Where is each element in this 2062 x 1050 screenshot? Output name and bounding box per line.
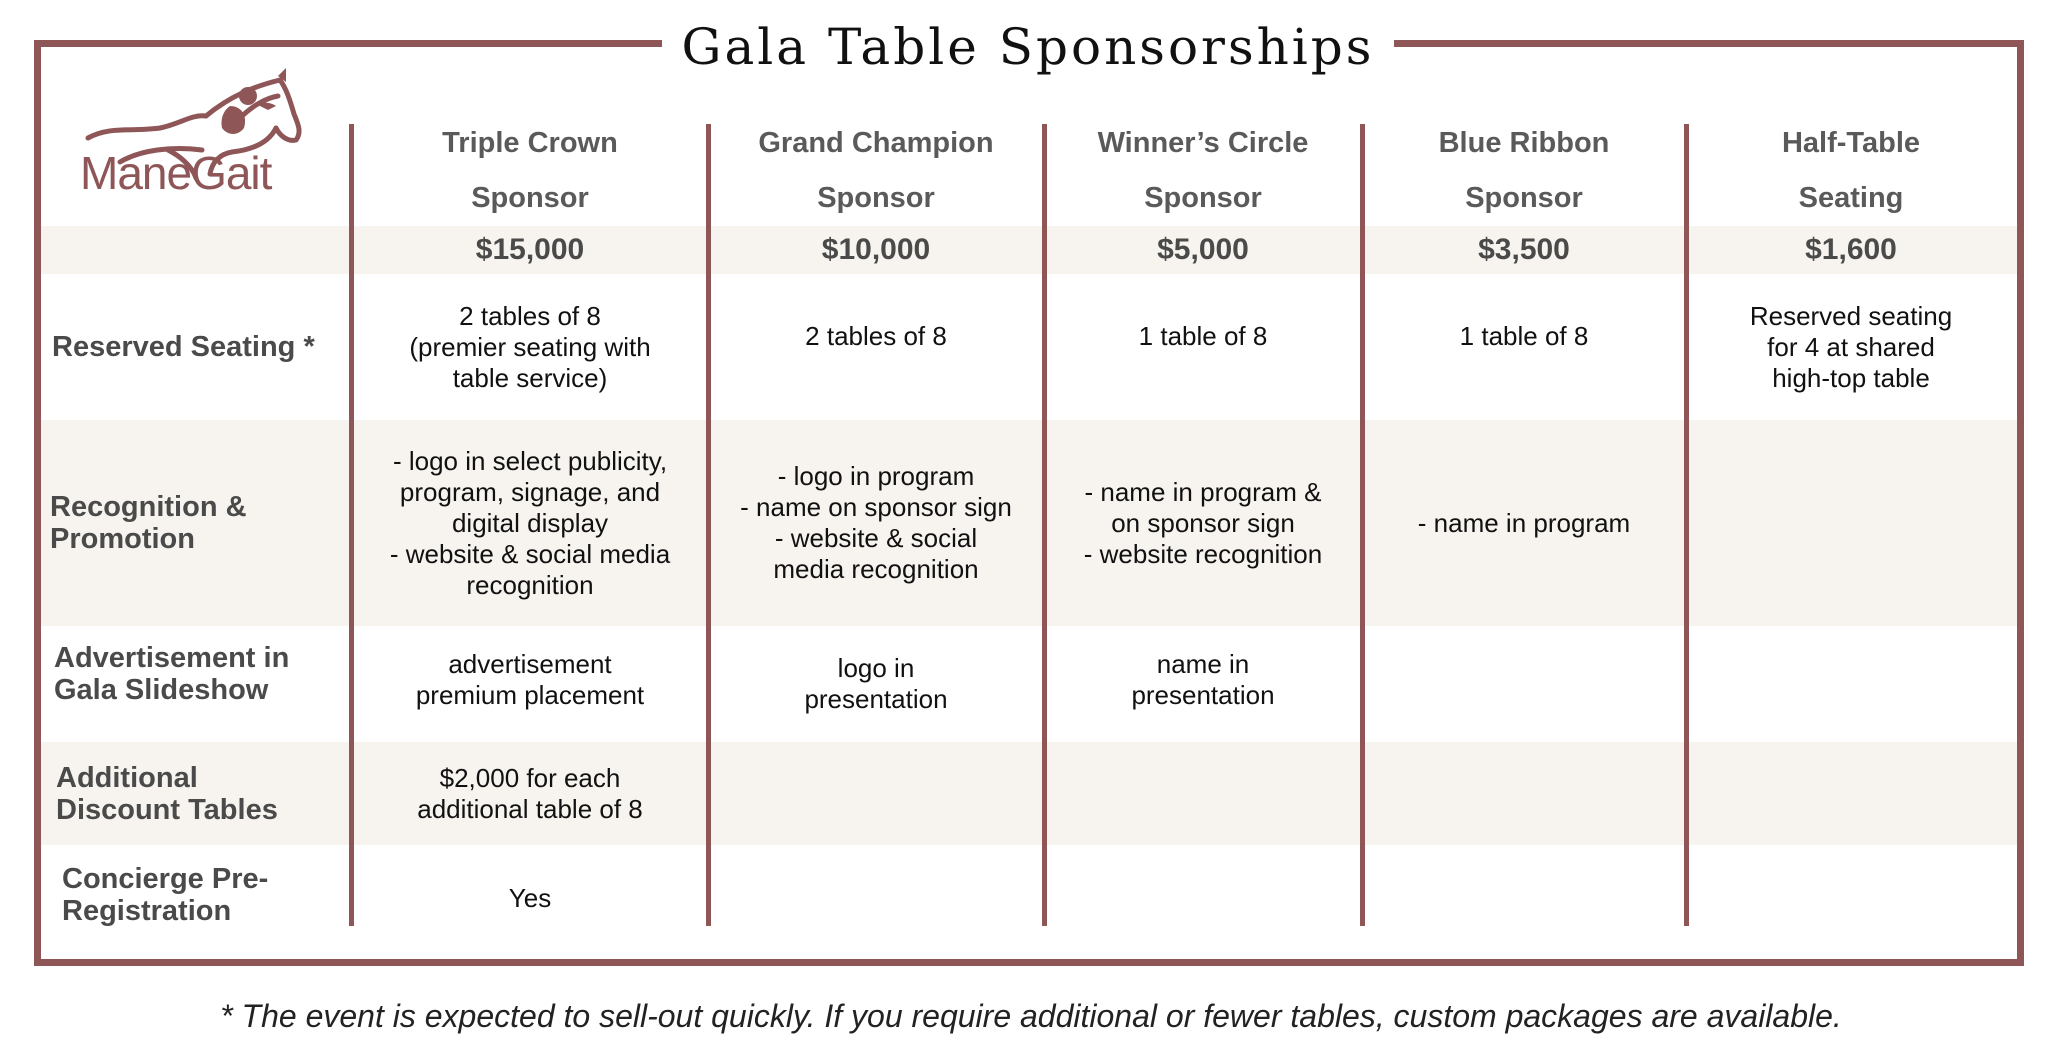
cell-concierge-winners-circle: [1047, 852, 1359, 944]
column-subtitle: Sponsor: [471, 182, 589, 214]
cell-recognition-half-table: [1689, 420, 2013, 626]
page-title: Gala Table Sponsorships: [681, 18, 1375, 76]
footnote: * The event is expected to sell-out quickly. If you require additional or fewer tables, custom packages are available.: [220, 998, 1842, 1034]
cell-advertisement-winners-circle: name in presentation: [1131, 649, 1275, 710]
column-title: Grand Champion: [758, 127, 994, 159]
cell-advertisement-blue-ribbon: [1365, 640, 1683, 720]
column-title: Blue Ribbon: [1438, 127, 1610, 159]
cell-seating-winners-circle: 1 table of 8: [1138, 320, 1268, 351]
cell-discount-triple-crown: $2,000 for each additional table of 8: [417, 762, 643, 824]
row-label-discount-tables: Additional Discount Tables: [56, 761, 278, 826]
cell-seating-half-table: Reserved seating for 4 at shared high-top table: [1749, 300, 1953, 393]
column-title: Winner’s Circle: [1097, 127, 1309, 159]
column-subtitle: Sponsor: [1465, 182, 1583, 214]
cell-advertisement-grand-champion: logo in presentation: [804, 653, 948, 714]
column-header-half-table: [1689, 116, 2013, 226]
cell-recognition-grand-champion: - logo in program - name on sponsor sign - website & social media recognition: [740, 461, 1012, 584]
price-grand-champion: $10,000: [821, 233, 931, 266]
cell-seating-grand-champion: 2 tables of 8: [805, 320, 947, 351]
cell-discount-half-table: [1689, 742, 2013, 845]
cell-recognition-winners-circle: - name in program & on sponsor sign - website recognition: [1083, 476, 1323, 569]
column-subtitle: Sponsor: [1144, 182, 1262, 214]
column-header-triple-crown: [355, 116, 705, 226]
cell-concierge-triple-crown: Yes: [508, 882, 552, 913]
column-title: Triple Crown: [442, 127, 618, 159]
cell-seating-blue-ribbon: 1 table of 8: [1459, 320, 1589, 351]
cell-concierge-grand-champion: [711, 852, 1041, 944]
cell-recognition-blue-ribbon: - name in program: [1417, 507, 1631, 538]
cell-discount-blue-ribbon: [1365, 742, 1683, 845]
column-header-blue-ribbon: [1365, 116, 1683, 226]
cell-seating-triple-crown: 2 tables of 8 (premier seating with table service): [409, 300, 651, 393]
cell-recognition-triple-crown: - logo in select publicity, program, signage, and digital display - website & social media recognition: [389, 445, 671, 600]
row-label-advertisement: Advertisement in Gala Slideshow: [54, 642, 290, 706]
row-label-reserved-seating: Reserved Seating *: [52, 331, 315, 363]
logo-wordmark: ManeGait: [80, 147, 272, 199]
column-header-grand-champion: [711, 116, 1041, 226]
column-subtitle: Seating: [1798, 182, 1904, 214]
price-blue-ribbon: $3,500: [1478, 233, 1570, 266]
price-half-table: $1,600: [1805, 233, 1897, 266]
price-winners-circle: $5,000: [1157, 233, 1249, 266]
cell-advertisement-triple-crown: advertisement premium placement: [415, 649, 645, 710]
column-subtitle: Sponsor: [817, 182, 935, 214]
column-title: Half-Table: [1781, 127, 1921, 159]
row-label-recognition: Recognition & Promotion: [50, 491, 247, 555]
row-label-concierge: Concierge Pre- Registration: [62, 863, 269, 927]
cell-discount-winners-circle: [1047, 742, 1359, 845]
cell-concierge-half-table: [1689, 852, 2013, 944]
price-triple-crown: $15,000: [475, 233, 585, 266]
cell-advertisement-half-table: [1689, 640, 2013, 720]
column-header-winners-circle: [1047, 116, 1359, 226]
cell-concierge-blue-ribbon: [1365, 852, 1683, 944]
cell-discount-grand-champion: [711, 742, 1041, 845]
